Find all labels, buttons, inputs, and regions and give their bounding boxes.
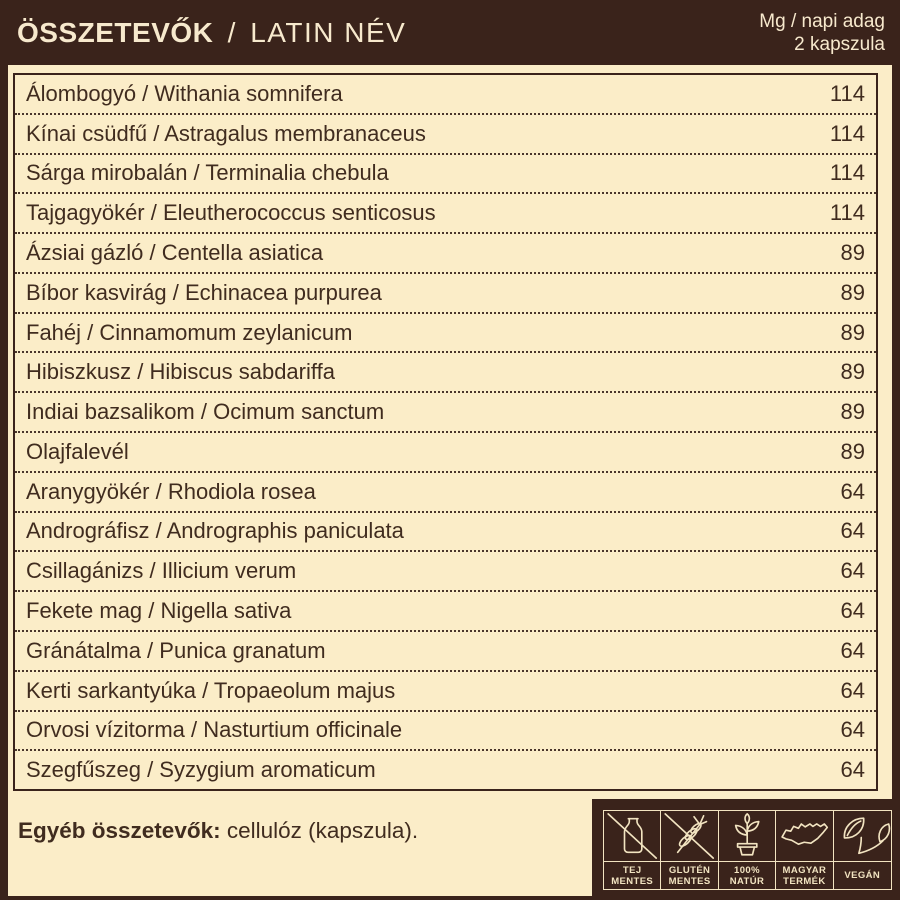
badge-label-line: GLUTÉN [668, 864, 711, 876]
table-row [15, 433, 876, 473]
ingredient-value: 89 [840, 279, 865, 305]
table-row [15, 712, 876, 752]
ingredient-value: 64 [840, 757, 865, 783]
ingredient-name: Fahéj / Cinnamomum zeylanicum [26, 319, 353, 345]
ingredient-name: Kínai csüdfű / Astragalus membranaceus [26, 120, 426, 146]
badge-dairy-free [604, 811, 661, 889]
unit-line2: 2 kapszula [794, 33, 885, 55]
ingredient-value: 89 [840, 240, 865, 266]
ingredient-name: Olajfalevél [26, 438, 129, 464]
badge-label-line: 100% [734, 864, 760, 876]
badge-vegan [834, 811, 891, 889]
ingredient-value: 64 [840, 598, 865, 624]
ingredient-value: 114 [829, 160, 865, 186]
ingredient-name: Álombogyó / Withania somnifera [26, 80, 343, 106]
ingredient-name: Tajgagyökér / Eleutherococcus senticosus [26, 200, 436, 226]
badge-label-line: MENTES [668, 875, 711, 887]
leaves-icon [834, 811, 891, 861]
table-row [15, 115, 876, 155]
ingredient-value: 114 [829, 120, 865, 146]
ingredient-value: 89 [840, 319, 865, 345]
table-row [15, 552, 876, 592]
ingredient-value: 64 [840, 518, 865, 544]
hungary-map-icon [776, 811, 832, 861]
title-latin-name: LATIN NÉV [250, 16, 407, 48]
badge-gluten-free [661, 811, 718, 889]
badge-label-line: NATÚR [729, 875, 765, 887]
other-ingredients-label: Egyéb összetevők: [18, 818, 221, 843]
sprout-icon [719, 811, 775, 861]
ingredient-value: 89 [840, 399, 865, 425]
title-ingredients: ÖSSZETEVŐK [17, 16, 214, 48]
page-title [17, 17, 406, 49]
table-row [15, 314, 876, 354]
ingredient-value: 114 [829, 80, 865, 106]
ingredient-value: 64 [840, 478, 865, 504]
table-row [15, 632, 876, 672]
table-row [15, 513, 876, 553]
ingredient-name: Ázsiai gázló / Centella asiatica [26, 240, 324, 266]
ingredient-name: Gránátalma / Punica granatum [26, 637, 326, 663]
badge-label-line: VEGÁN [844, 870, 881, 881]
ingredient-name: Andrográfisz / Andrographis paniculata [26, 518, 404, 544]
ingredient-name: Indiai bazsalikom / Ocimum sanctum [26, 399, 385, 425]
table-row [15, 234, 876, 274]
table-row [15, 194, 876, 234]
table-row [15, 473, 876, 513]
ingredient-name: Fekete mag / Nigella sativa [26, 598, 292, 624]
table-row [15, 155, 876, 195]
badge-hungarian-product [776, 811, 833, 889]
ingredient-value: 89 [840, 438, 865, 464]
badge-natural [719, 811, 776, 889]
ingredient-value: 114 [829, 200, 865, 226]
milk-crossed-icon [604, 811, 660, 861]
ingredient-name: Aranygyökér / Rhodiola rosea [26, 478, 316, 504]
ingredient-name: Bíbor kasvirág / Echinacea purpurea [26, 279, 382, 305]
unit-info [759, 10, 885, 56]
badge-label-line: TEJ [622, 864, 642, 876]
ingredient-value: 89 [840, 359, 865, 385]
other-ingredients-value: cellulóz (kapszula). [226, 818, 419, 843]
badge-label-line: MENTES [611, 875, 654, 887]
unit-line1: Mg / napi adag [759, 10, 885, 32]
ingredient-table [13, 73, 878, 791]
ingredient-name: Szegfűszeg / Syzygium aromaticum [26, 757, 376, 783]
ingredient-value: 64 [840, 558, 865, 584]
title-separator: / [227, 16, 236, 48]
ingredient-name: Csillagánizs / Illicium verum [26, 558, 297, 584]
ingredient-name: Hibiszkusz / Hibiscus sabdariffa [26, 359, 335, 385]
table-row [15, 353, 876, 393]
table-row [15, 75, 876, 115]
ingredient-value: 64 [840, 677, 865, 703]
table-row [15, 274, 876, 314]
badge-label-line: MAGYAR [782, 864, 827, 876]
ingredient-name: Sárga mirobalán / Terminalia chebula [26, 160, 389, 186]
table-row [15, 672, 876, 712]
table-row [15, 393, 876, 433]
table-row [15, 751, 876, 789]
badge-grid [603, 810, 892, 890]
header [0, 0, 900, 65]
badge-label-line: TERMÉK [783, 875, 826, 887]
ingredient-name: Orvosi vízitorma / Nasturtium officinale [26, 717, 403, 743]
ingredient-name: Kerti sarkantyúka / Tropaeolum majus [26, 677, 396, 703]
ingredient-value: 64 [840, 717, 865, 743]
wheat-crossed-icon [661, 811, 717, 861]
badge-box [592, 799, 900, 900]
ingredient-value: 64 [840, 637, 865, 663]
table-row [15, 592, 876, 632]
footer-note [18, 818, 418, 844]
